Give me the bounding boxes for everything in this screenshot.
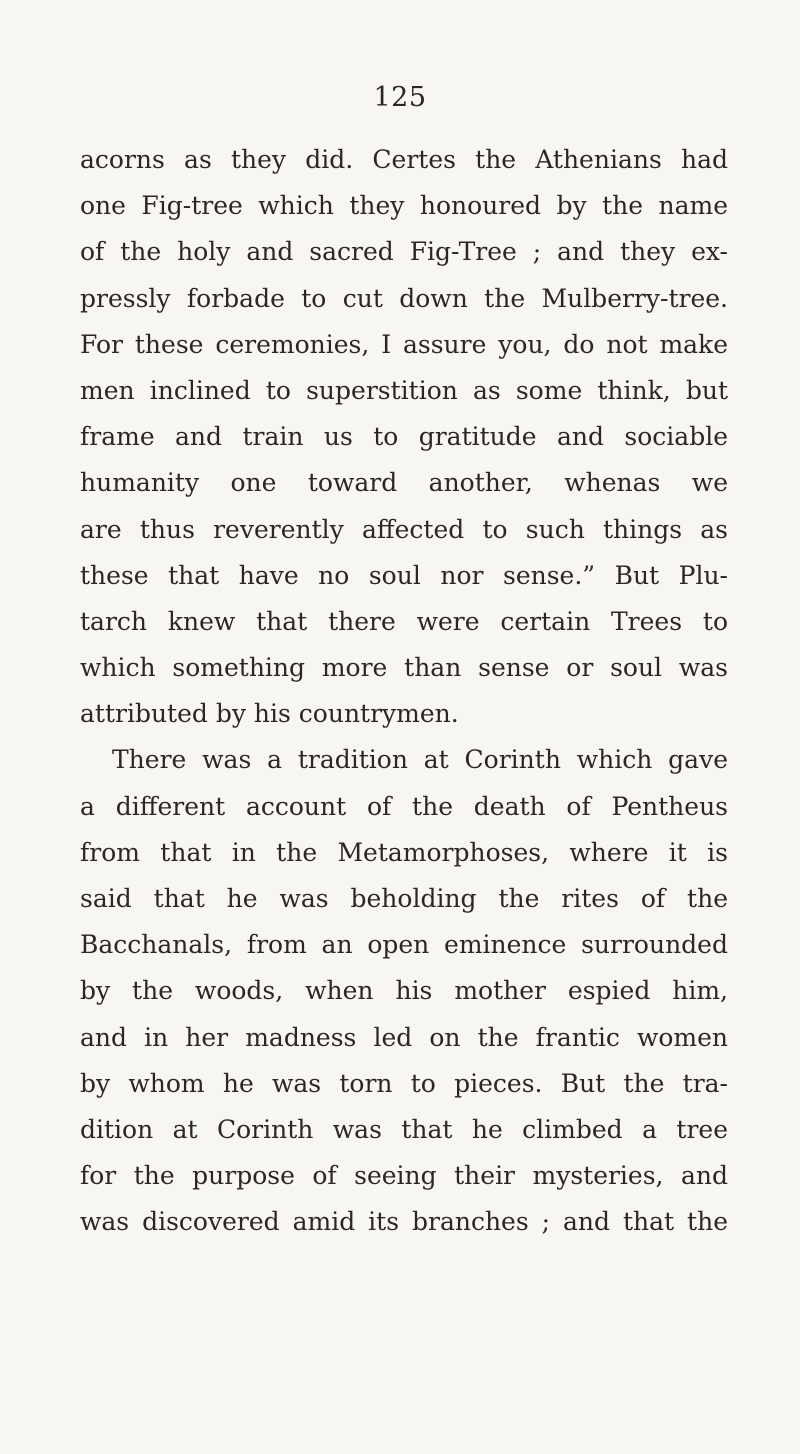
text-line: by whom he was torn to pieces. But the tra- [80, 1068, 728, 1098]
text-line: these that have no soul nor sense.” But Plu- [80, 560, 728, 590]
text-line: a different account of the death of Pentheus [80, 791, 728, 821]
paragraph-end-line: attributed by his countrymen. [80, 699, 459, 729]
text-line: of the holy and sacred Fig-Tree ; and they ex- [80, 237, 728, 267]
text-line: dition at Corinth was that he climbed a tree [80, 1114, 728, 1144]
text-line: are thus reverently affected to such things as [80, 514, 728, 544]
text-line: frame and train us to gratitude and sociable [80, 422, 728, 452]
text-line: for the purpose of seeing their mysteries, and [80, 1161, 728, 1191]
text-line: Bacchanals, from an open eminence surrounded [80, 930, 728, 960]
text-line: and in her madness led on the frantic women [80, 1022, 728, 1052]
text-line: one Fig-tree which they honoured by the name [80, 191, 728, 221]
text-line: For these ceremonies, I assure you, do not make [80, 329, 728, 359]
text-line: men inclined to superstition as some think, but [80, 375, 728, 405]
page-number: 125 [373, 82, 427, 113]
text-line: tarch knew that there were certain Trees to [80, 606, 728, 636]
text-line: by the woods, when his mother espied him, [80, 976, 728, 1006]
text-line: was discovered amid its branches ; and that the [80, 1207, 728, 1237]
text-line: pressly forbade to cut down the Mulberry-tree. [80, 283, 728, 313]
text-line: said that he was beholding the rites of the [80, 884, 728, 913]
paragraph-start-line: There was a tradition at Corinth which gave [112, 745, 728, 775]
body-text [80, 137, 728, 1246]
text-line: acorns as they did. Certes the Athenians had [80, 145, 728, 174]
text-line: which something more than sense or soul was [80, 653, 728, 683]
text-line: humanity one toward another, whenas we [80, 468, 728, 498]
text-line: from that in the Metamorphoses, where it is [80, 837, 728, 867]
